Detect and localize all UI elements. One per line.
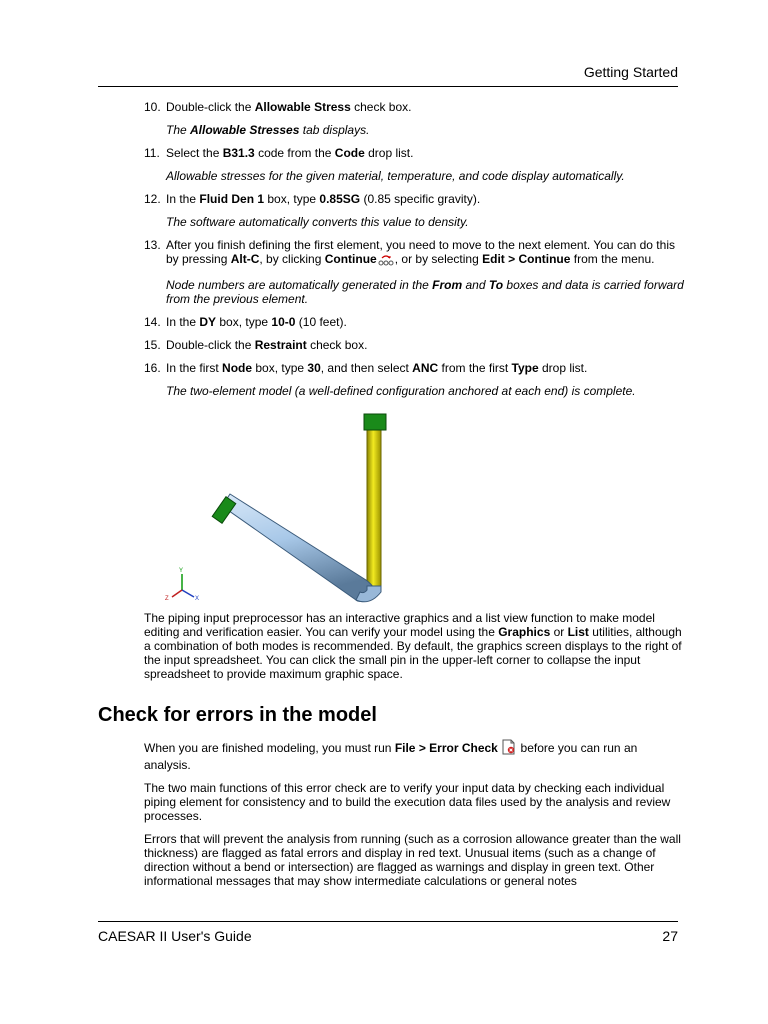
body-text: or (550, 625, 568, 639)
body-text: utilities, although a combination of both modes is recommended. By default, the graphics screen displays to the right of the input spreadsheet. You can click the small pin in the upper-left corner to collapse the input spreadsheet to provide maximum graphic space. (144, 625, 682, 681)
ui-term: DY (199, 315, 217, 329)
ui-term: ANC (412, 361, 439, 375)
body-text: before you can run an analysis. (144, 741, 638, 772)
ui-term: B31.3 (222, 146, 255, 160)
step-text: After you finish defining the first element, you need to move to the next element. You can do this by pressing (166, 238, 675, 266)
step-13 (144, 238, 684, 269)
footer-rule (98, 921, 678, 922)
step-text: , by clicking (259, 252, 325, 266)
errors-paragraph: Errors that will prevent the analysis from running (such as a corrosion allowance greater than the wall thickness) are flagged as fatal errors and display in red text. Unusual items (such as a change of direction without a bend or intersection) are flagged as warnings and display in green text. Other informational messages that may show intermediate calculations or general notes (144, 832, 681, 888)
step-10-note (144, 123, 684, 137)
ui-term: Node (222, 361, 253, 375)
step-number: 16. (144, 361, 161, 375)
step-number: 12. (144, 192, 161, 206)
vertical-pipe (367, 428, 381, 590)
step-text: code from the (254, 146, 335, 160)
body-text: The piping input preprocessor has an interactive graphics and a list view function to make model editing and verification easier. You can verify your model using the (144, 611, 655, 639)
ui-term: From (432, 278, 463, 292)
ui-term: File > Error Check (394, 741, 498, 755)
section-heading: Check for errors in the model (98, 704, 377, 726)
step-text: box, type (252, 361, 308, 375)
ui-term: Alt-C (230, 252, 260, 266)
main-functions-paragraph: The two main functions of this error check are to verify your input data by checking each individual piping element for consistency and to build the execution data files used by the analysis and review processes. (144, 781, 671, 823)
ui-term: Allowable Stress (254, 100, 351, 114)
ui-term: Code (334, 146, 365, 160)
step-text: from the first (438, 361, 512, 375)
step-text: check box. (350, 100, 412, 114)
step-text: In the (166, 192, 200, 206)
error-check-paragraph (144, 739, 684, 772)
ui-term: Type (511, 361, 539, 375)
step-text: from the menu. (570, 252, 655, 266)
step-text: In the first (166, 361, 223, 375)
step-number: 13. (144, 238, 161, 252)
step-text: drop list. (538, 361, 588, 375)
error-check-icon (502, 739, 516, 758)
note-text: The (166, 123, 191, 137)
ui-term: 10-0 (271, 315, 296, 329)
step-text: drop list. (364, 146, 414, 160)
step-text: (10 feet). (295, 315, 347, 329)
step-text: , or by selecting (394, 252, 483, 266)
note-text: boxes and data is carried forward from the previous element. (166, 278, 684, 306)
axis-triad (165, 568, 199, 602)
step-text: box, type (216, 315, 272, 329)
piping-model-figure (160, 410, 420, 610)
top-anchor (364, 414, 386, 430)
step-11-note (144, 169, 684, 183)
step-text: , and then select (320, 361, 413, 375)
ui-term: Restraint (254, 338, 307, 352)
step-16-note (144, 384, 684, 398)
step-text: (0.85 specific gravity). (360, 192, 481, 206)
note-text: tab displays. (299, 123, 370, 137)
ui-term: Continue (324, 252, 377, 266)
ui-term: Fluid Den 1 (199, 192, 265, 206)
step-text: check box. (306, 338, 368, 352)
axis-label-x: X (195, 596, 200, 602)
note-text: The software automatically converts this value to density. (166, 215, 469, 229)
body-text: When you are finished modeling, you must run (144, 741, 395, 755)
header-rule (98, 86, 678, 87)
note-text: The two-element model (a well-defined configuration anchored at each end) is complete. (166, 384, 636, 398)
ui-term: Edit > Continue (482, 252, 571, 266)
piping-model-graphic (160, 410, 420, 610)
note-text: and (462, 278, 489, 292)
step-10 (144, 100, 684, 114)
step-number: 11. (144, 146, 160, 160)
ui-term: 30 (307, 361, 321, 375)
step-number: 14. (144, 315, 161, 329)
note-text: Node numbers are automatically generated in the (166, 278, 433, 292)
step-text: Select the (166, 146, 223, 160)
step-text: Double-click the (166, 338, 255, 352)
step-16 (144, 361, 684, 375)
section-body (144, 739, 684, 897)
step-list (144, 100, 684, 407)
ui-term: Allowable Stresses (190, 123, 300, 137)
step-11 (144, 146, 684, 160)
step-text: In the (166, 315, 200, 329)
step-number: 10. (144, 100, 161, 114)
step-13-note (144, 278, 684, 306)
angled-pipe (222, 494, 374, 601)
step-14 (144, 315, 684, 329)
step-12 (144, 192, 684, 206)
step-text: Double-click the (166, 100, 255, 114)
note-text: Allowable stresses for the given material, temperature, and code display automatically. (166, 169, 625, 183)
footer-guide-title: CAESAR II User's Guide (98, 928, 252, 944)
ui-term: 0.85SG (319, 192, 361, 206)
axis-label-z: Z (165, 596, 169, 602)
running-header: Getting Started (583, 64, 678, 80)
continue-icon (378, 254, 394, 269)
step-12-note (144, 215, 684, 229)
axis-label-y: Y (179, 568, 184, 574)
ui-term: Graphics (498, 625, 551, 639)
step-number: 15. (144, 338, 161, 352)
step-text: box, type (264, 192, 320, 206)
ui-term: To (488, 278, 504, 292)
step-15 (144, 338, 684, 352)
graphics-paragraph (144, 611, 684, 681)
page-number: 27 (662, 928, 678, 944)
ui-term: List (567, 625, 589, 639)
